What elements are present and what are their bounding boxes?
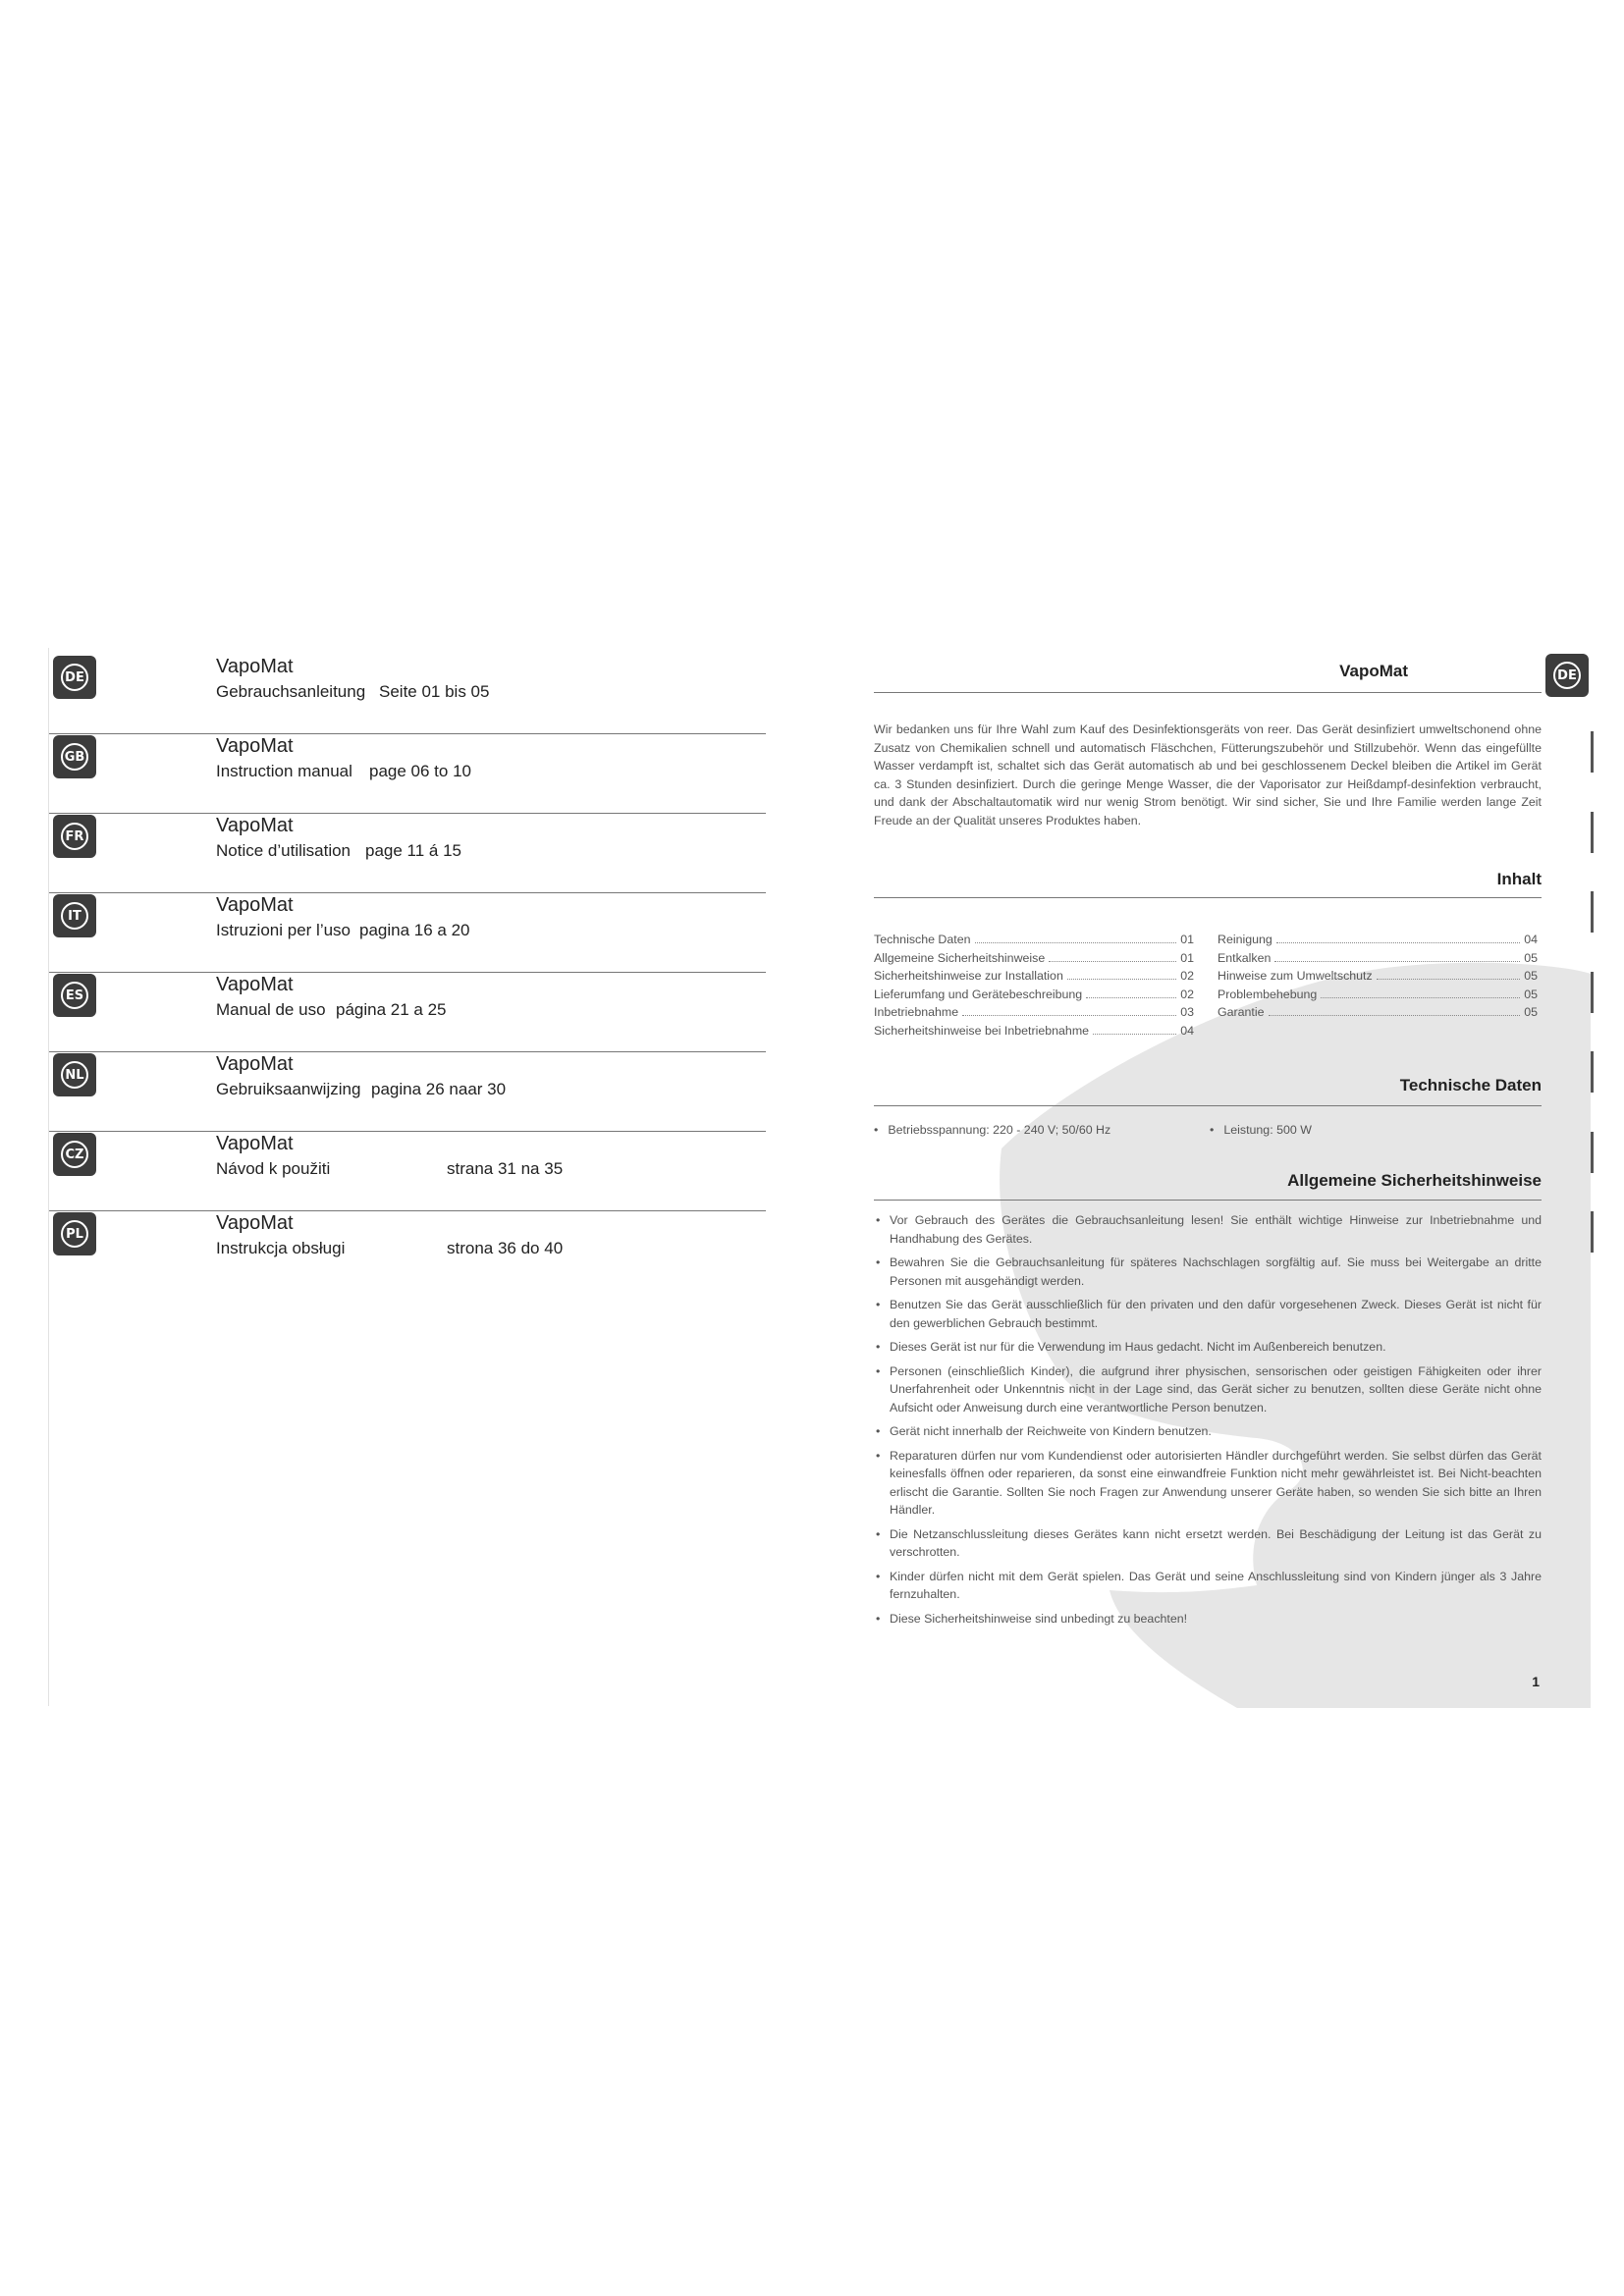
spec-power: • Leistung: 500 W [1210, 1123, 1312, 1137]
contents-entry[interactable]: Allgemeine Sicherheitshinweise 01 [874, 950, 1194, 965]
language-index-page [0, 0, 776, 2296]
language-entry-fr[interactable] [49, 807, 766, 885]
manual-title: Manual de uso [216, 1000, 326, 1019]
title-rule [874, 692, 1542, 693]
page-range: strona 36 do 40 [447, 1239, 564, 1257]
safety-item: • Dieses Gerät ist nur für die Verwendung im Haus gedacht. Nicht im Außenbereich benutzen. [874, 1338, 1542, 1357]
section-rule [874, 1200, 1542, 1201]
product-name: VapoMat [216, 894, 294, 916]
manual-title: Návod k použiti [216, 1159, 331, 1178]
edge-tab-mark [1591, 1211, 1594, 1253]
language-badge: FR [53, 815, 96, 858]
manual-title: Gebruiksaanwijzing [216, 1080, 361, 1098]
manual-title: Instrukcja obsługi [216, 1239, 346, 1257]
safety-item: • Personen (einschließlich Kinder), die aufgrund ihrer physischen, sensorischen oder geistigen Fähigkeiten oder ihrer Unerfahrenheit oder Unkenntnis nicht in der Lage sind, das Gerät sicher zu benutzen, sollten diese Geräte nicht ohne Aufsicht oder Anweisung durch eine verantwortliche Person benutzen. [874, 1362, 1542, 1417]
manual-title: Instruction manual [216, 762, 352, 780]
language-entry-es[interactable] [49, 966, 766, 1044]
language-badge: NL [53, 1053, 96, 1096]
language-badge: DE [1545, 654, 1589, 697]
contents-heading: Inhalt [1496, 870, 1542, 888]
manual-title: Notice d’utilisation [216, 841, 352, 860]
contents-entry[interactable]: Technische Daten 01 [874, 933, 1194, 946]
manual-title: Gebrauchsanleitung [216, 682, 366, 701]
spec-voltage: • Betriebsspannung: 220 - 240 V; 50/60 Hz [874, 1123, 1111, 1137]
page-range: strana 31 na 35 [447, 1159, 564, 1178]
manual-page-de [844, 0, 1624, 2296]
safety-item: • Kinder dürfen nicht mit dem Gerät spielen. Das Gerät und seine Anschlussleitung sind von Kindern jünger als 3 Jahre fernzuhalten. [874, 1568, 1542, 1604]
page-range: pagina 26 naar 30 [371, 1080, 507, 1098]
language-badge: PL [53, 1212, 96, 1255]
language-badge: ES [53, 974, 96, 1017]
safety-item: • Gerät nicht innerhalb der Reichweite von Kindern benutzen. [874, 1422, 1542, 1441]
contents-entry[interactable]: Entkalken 05 [1218, 950, 1538, 965]
language-badge: IT [53, 894, 96, 937]
edge-tab-mark [1591, 891, 1594, 933]
page-range: page 06 to 10 [369, 762, 471, 780]
edge-tab-mark [1591, 1051, 1594, 1093]
edge-tab-mark [1591, 972, 1594, 1013]
contents-entry[interactable]: Sicherheitshinweise bei Inbetriebnahme 04 [874, 1023, 1194, 1038]
product-name: VapoMat [216, 1212, 294, 1234]
contents-list-right [1218, 931, 1538, 1022]
language-entry-nl[interactable] [49, 1045, 766, 1124]
page-range: Seite 01 bis 05 [379, 682, 490, 701]
edge-tab-mark [1591, 1132, 1594, 1173]
language-entry-gb[interactable] [49, 727, 766, 806]
safety-list [874, 1211, 1542, 1633]
contents-entry[interactable]: Sicherheitshinweise zur Installation 02 [874, 969, 1194, 984]
safety-item: • Reparaturen dürfen nur vom Kundendienst oder autorisierten Händler durchgeführt werden. Sie selbst dürfen das Gerät keinesfalls öffnen oder reparieren, da sonst eine einwandfreie Funktion nicht mehr gewährleistet ist. Bei Nicht-beachten erlischt die Garantie. Sollten Sie noch Fragen zur Anwendung unserer Geräte haben, so wenden Sie sich bitte an Ihren Händler. [874, 1447, 1542, 1520]
safety-item: • Vor Gebrauch des Gerätes die Gebrauchsanleitung lesen! Sie enthält wichtige Hinweise zur Inbetriebnahme und Handhabung des Gerätes. [874, 1211, 1542, 1248]
page-range: página 21 a 25 [336, 1000, 447, 1019]
product-name: VapoMat [216, 974, 294, 995]
contents-entry[interactable]: Garantie 05 [1218, 1005, 1538, 1020]
language-entry-cz[interactable] [49, 1125, 766, 1203]
edge-tab-mark [1591, 812, 1594, 853]
contents-entry[interactable]: Inbetriebnahme 03 [874, 1005, 1194, 1020]
contents-entry[interactable]: Hinweise zum Umweltschutz 05 [1218, 969, 1538, 984]
product-name: VapoMat [216, 1053, 294, 1075]
language-badge: DE [53, 656, 96, 699]
page-range: pagina 16 a 20 [359, 921, 470, 939]
product-name: VapoMat [216, 735, 294, 757]
language-badge: CZ [53, 1133, 96, 1176]
intro-paragraph: Wir bedanken uns für Ihre Wahl zum Kauf des Desinfektionsgeräts von reer. Das Gerät desinfiziert umweltschonend ohne Zusatz von Chemikalien schnell und automatisch Fläschchen, Fütterungszubehör und Stillzubehör. Wenn das eingefüllte Wasser verdampft ist, schaltet sich das Gerät automatisch ab und bei geschlossenem Deckel bleiben die Artikel im Gerät ca. 3 Stunden desinfiziert. Durch die geringe Menge Wasser, die der Vaporisator zur Heißdampf-desinfektion verbraucht, und dank der Abschaltautomatik wird nur wenig Strom benötigt. Wir sind sicher, Sie und Ihre Familie werden lange Zeit Freude an der Qualität unseres Produktes haben. [874, 722, 1542, 828]
page-title: VapoMat [1339, 662, 1408, 680]
safety-item: • Bewahren Sie die Gebrauchsanleitung für späteres Nachschlagen sorgfältig auf. Sie muss bei Weitergabe an dritte Personen mit ausgehändigt werden. [874, 1254, 1542, 1290]
tech-data-heading: Technische Daten [1399, 1076, 1542, 1095]
section-rule [874, 897, 1542, 898]
contents-entry[interactable]: Lieferumfang und Gerätebeschreibung 02 [874, 987, 1194, 1001]
contents-entry[interactable]: Reinigung 04 [1218, 933, 1538, 946]
safety-item: • Die Netzanschlussleitung dieses Gerätes kann nicht ersetzt werden. Bei Beschädigung der Leitung ist das Gerät zu verschrotten. [874, 1525, 1542, 1562]
edge-tab-mark [1591, 731, 1594, 773]
page-number: 1 [1532, 1674, 1540, 1689]
safety-item: • Diese Sicherheitshinweise sind unbedingt zu beachten! [874, 1610, 1542, 1629]
safety-item: • Benutzen Sie das Gerät ausschließlich für den privaten und den dafür vorgesehenen Zweck. Dieses Gerät ist nicht für den gewerblichen Gebrauch bestimmt. [874, 1296, 1542, 1332]
language-entry-de[interactable] [49, 648, 766, 726]
product-name: VapoMat [216, 656, 294, 677]
page-range: page 11 á 15 [365, 841, 461, 860]
contents-entry[interactable]: Problembehebung 05 [1218, 987, 1538, 1001]
product-name: VapoMat [216, 815, 294, 836]
product-name: VapoMat [216, 1133, 294, 1154]
language-entry-pl[interactable] [49, 1204, 766, 1283]
section-rule [874, 1105, 1542, 1106]
contents-list-left [874, 931, 1194, 1041]
product-silhouette-graphic [844, 0, 1624, 2296]
language-entry-it[interactable] [49, 886, 766, 965]
manual-title: Istruzioni per l’uso [216, 921, 352, 939]
safety-heading: Allgemeine Sicherheitshinweise [1287, 1171, 1542, 1190]
language-badge: GB [53, 735, 96, 778]
